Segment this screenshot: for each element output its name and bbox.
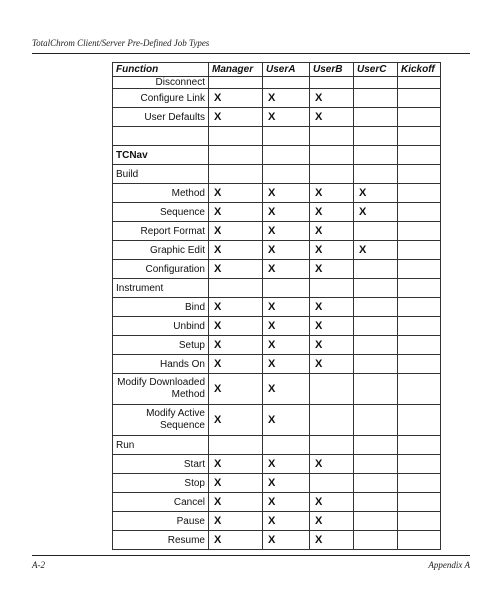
permission-cell-userb: X [310,298,354,317]
permission-cell-manager: X [209,317,263,336]
function-cell: TCNav [113,146,209,165]
function-label-line: Sequence [159,420,205,431]
permission-cell-userb: X [310,222,354,241]
permission-cell-usera: X [263,512,310,531]
function-label-line: Method [171,389,205,400]
permission-cell-usera [263,165,310,184]
table-row [113,165,441,184]
permission-cell-userc: X [354,203,398,222]
column-header-userc: UserC [354,63,398,77]
permission-cell-usera [263,127,310,146]
permission-cell-manager: X [209,108,263,127]
permission-cell-kickoff [398,184,441,203]
table-row [113,241,441,260]
permission-cell-kickoff [398,455,441,474]
permission-cell-usera: X [263,531,310,550]
permission-cell-userc: X [354,184,398,203]
function-cell: Cancel [113,493,209,512]
section-label: Appendix A [428,560,470,570]
function-cell [113,374,209,405]
permission-cell-userc [354,405,398,436]
function-cell [113,127,209,146]
permission-cell-kickoff [398,241,441,260]
permission-cell-manager: X [209,355,263,374]
permission-cell-manager: X [209,184,263,203]
permission-cell-usera: X [263,298,310,317]
permission-cell-kickoff [398,77,441,89]
permission-cell-kickoff [398,165,441,184]
function-cell [113,405,209,436]
permission-cell-manager: X [209,493,263,512]
permission-cell-userc [354,108,398,127]
permission-cell-manager: X [209,531,263,550]
function-cell: Build [113,165,209,184]
permission-cell-userb: X [310,455,354,474]
permission-cell-userc [354,317,398,336]
function-cell: Method [113,184,209,203]
permission-cell-usera: X [263,493,310,512]
permission-cell-userb: X [310,355,354,374]
permission-cell-usera: X [263,203,310,222]
permission-cell-manager [209,165,263,184]
permission-cell-kickoff [398,108,441,127]
permission-cell-kickoff [398,405,441,436]
table-row [113,260,441,279]
table-row [113,355,441,374]
permission-cell-kickoff [398,531,441,550]
permission-cell-userc [354,222,398,241]
permission-cell-userc: X [354,241,398,260]
permission-cell-manager: X [209,89,263,108]
permission-cell-kickoff [398,146,441,165]
column-header-usera: UserA [263,63,310,77]
permission-cell-userb [310,77,354,89]
function-cell: Pause [113,512,209,531]
function-cell: Disconnect [113,77,209,89]
permission-cell-userb: X [310,317,354,336]
permission-cell-usera [263,77,310,89]
permission-cell-kickoff [398,493,441,512]
permission-cell-manager [209,279,263,298]
permission-cell-kickoff [398,336,441,355]
permission-cell-usera: X [263,374,310,405]
table-row [113,436,441,455]
permission-cell-kickoff [398,279,441,298]
function-cell: Run [113,436,209,455]
permission-cell-userb: X [310,531,354,550]
permission-cell-manager [209,127,263,146]
page-number: A-2 [32,560,45,570]
column-header-function: Function [113,63,209,77]
permission-cell-userb: X [310,493,354,512]
function-cell: Setup [113,336,209,355]
column-header-userb: UserB [310,63,354,77]
function-cell: Unbind [113,317,209,336]
permission-cell-userb: X [310,89,354,108]
permission-cell-userc [354,355,398,374]
permission-cell-userb [310,405,354,436]
permission-cell-usera: X [263,317,310,336]
table-row [113,336,441,355]
function-cell: Sequence [113,203,209,222]
permission-cell-userb [310,474,354,493]
permission-cell-userc [354,336,398,355]
permission-cell-userc [354,493,398,512]
permission-cell-manager [209,77,263,89]
function-cell: Start [113,455,209,474]
table-row [113,127,441,146]
permission-cell-userb [310,436,354,455]
permission-cell-userb [310,374,354,405]
permission-cell-kickoff [398,203,441,222]
permission-cell-manager: X [209,298,263,317]
permission-cell-userc [354,146,398,165]
permission-cell-kickoff [398,317,441,336]
job-types-table [112,62,441,550]
permission-cell-userb: X [310,184,354,203]
function-cell: Report Format [113,222,209,241]
permission-cell-manager: X [209,455,263,474]
permission-cell-userb [310,127,354,146]
table-header-row [113,63,441,77]
permission-cell-manager: X [209,241,263,260]
table-row [113,203,441,222]
function-cell: Hands On [113,355,209,374]
permission-cell-usera [263,146,310,165]
permission-cell-userb: X [310,241,354,260]
permission-cell-userb [310,279,354,298]
permission-cell-manager: X [209,336,263,355]
footer-rule [32,555,470,556]
function-cell: Resume [113,531,209,550]
permission-cell-userb: X [310,336,354,355]
running-header: TotalChrom Client/Server Pre-Defined Job Types [32,38,210,48]
table-row [113,493,441,512]
permission-cell-userc [354,374,398,405]
permission-cell-usera: X [263,260,310,279]
permission-cell-usera: X [263,241,310,260]
permission-cell-usera [263,279,310,298]
permission-cell-usera: X [263,355,310,374]
permission-cell-kickoff [398,436,441,455]
table-row [113,222,441,241]
permission-cell-manager: X [209,260,263,279]
table-body [113,77,441,550]
permission-cell-kickoff [398,89,441,108]
permission-cell-userc [354,436,398,455]
function-cell: User Defaults [113,108,209,127]
permission-cell-kickoff [398,298,441,317]
permission-cell-userc [354,89,398,108]
table-row [113,531,441,550]
function-cell: Configure Link [113,89,209,108]
permission-cell-userc [354,298,398,317]
permission-cell-userb: X [310,260,354,279]
permission-cell-manager: X [209,405,263,436]
permission-cell-userb [310,146,354,165]
function-cell: Bind [113,298,209,317]
permission-cell-manager [209,146,263,165]
table-row [113,184,441,203]
table-row [113,455,441,474]
column-header-manager: Manager [209,63,263,77]
permission-cell-usera: X [263,455,310,474]
function-cell: Graphic Edit [113,241,209,260]
permission-cell-manager: X [209,512,263,531]
permission-cell-userc [354,260,398,279]
permission-cell-usera: X [263,336,310,355]
table-row [113,474,441,493]
permission-cell-userc [354,474,398,493]
permission-cell-manager: X [209,374,263,405]
permission-cell-userc [354,279,398,298]
table-row [113,405,441,436]
permission-cell-manager: X [209,474,263,493]
column-header-kickoff: Kickoff [398,63,441,77]
permission-cell-manager: X [209,203,263,222]
table-row [113,298,441,317]
table-row [113,108,441,127]
permission-cell-manager: X [209,222,263,241]
permission-cell-kickoff [398,222,441,241]
function-cell: Configuration [113,260,209,279]
function-label-line: Modify Downloaded [117,377,205,388]
function-cell: Instrument [113,279,209,298]
permission-cell-userc [354,127,398,146]
function-label-line: Modify Active [146,408,205,419]
permission-cell-kickoff [398,127,441,146]
permission-cell-usera: X [263,474,310,493]
permission-cell-userb: X [310,203,354,222]
permission-cell-userb [310,165,354,184]
permission-cell-usera: X [263,89,310,108]
function-cell: Stop [113,474,209,493]
table-row [113,512,441,531]
table-row [113,279,441,298]
table-row [113,89,441,108]
permission-cell-userc [354,165,398,184]
permission-cell-kickoff [398,474,441,493]
permission-cell-usera [263,436,310,455]
permission-cell-userb: X [310,512,354,531]
table-row [113,77,441,89]
permission-cell-kickoff [398,260,441,279]
permission-cell-usera: X [263,184,310,203]
permission-cell-userb: X [310,108,354,127]
permission-cell-kickoff [398,374,441,405]
permission-cell-kickoff [398,355,441,374]
table-row [113,374,441,405]
permission-cell-manager [209,436,263,455]
header-rule [32,53,470,54]
permission-cell-userc [354,531,398,550]
table-row [113,146,441,165]
table-row [113,317,441,336]
permission-cell-userc [354,455,398,474]
permission-cell-usera: X [263,405,310,436]
permission-cell-userc [354,77,398,89]
permission-cell-kickoff [398,512,441,531]
permission-cell-userc [354,512,398,531]
permission-cell-usera: X [263,108,310,127]
permission-cell-usera: X [263,222,310,241]
